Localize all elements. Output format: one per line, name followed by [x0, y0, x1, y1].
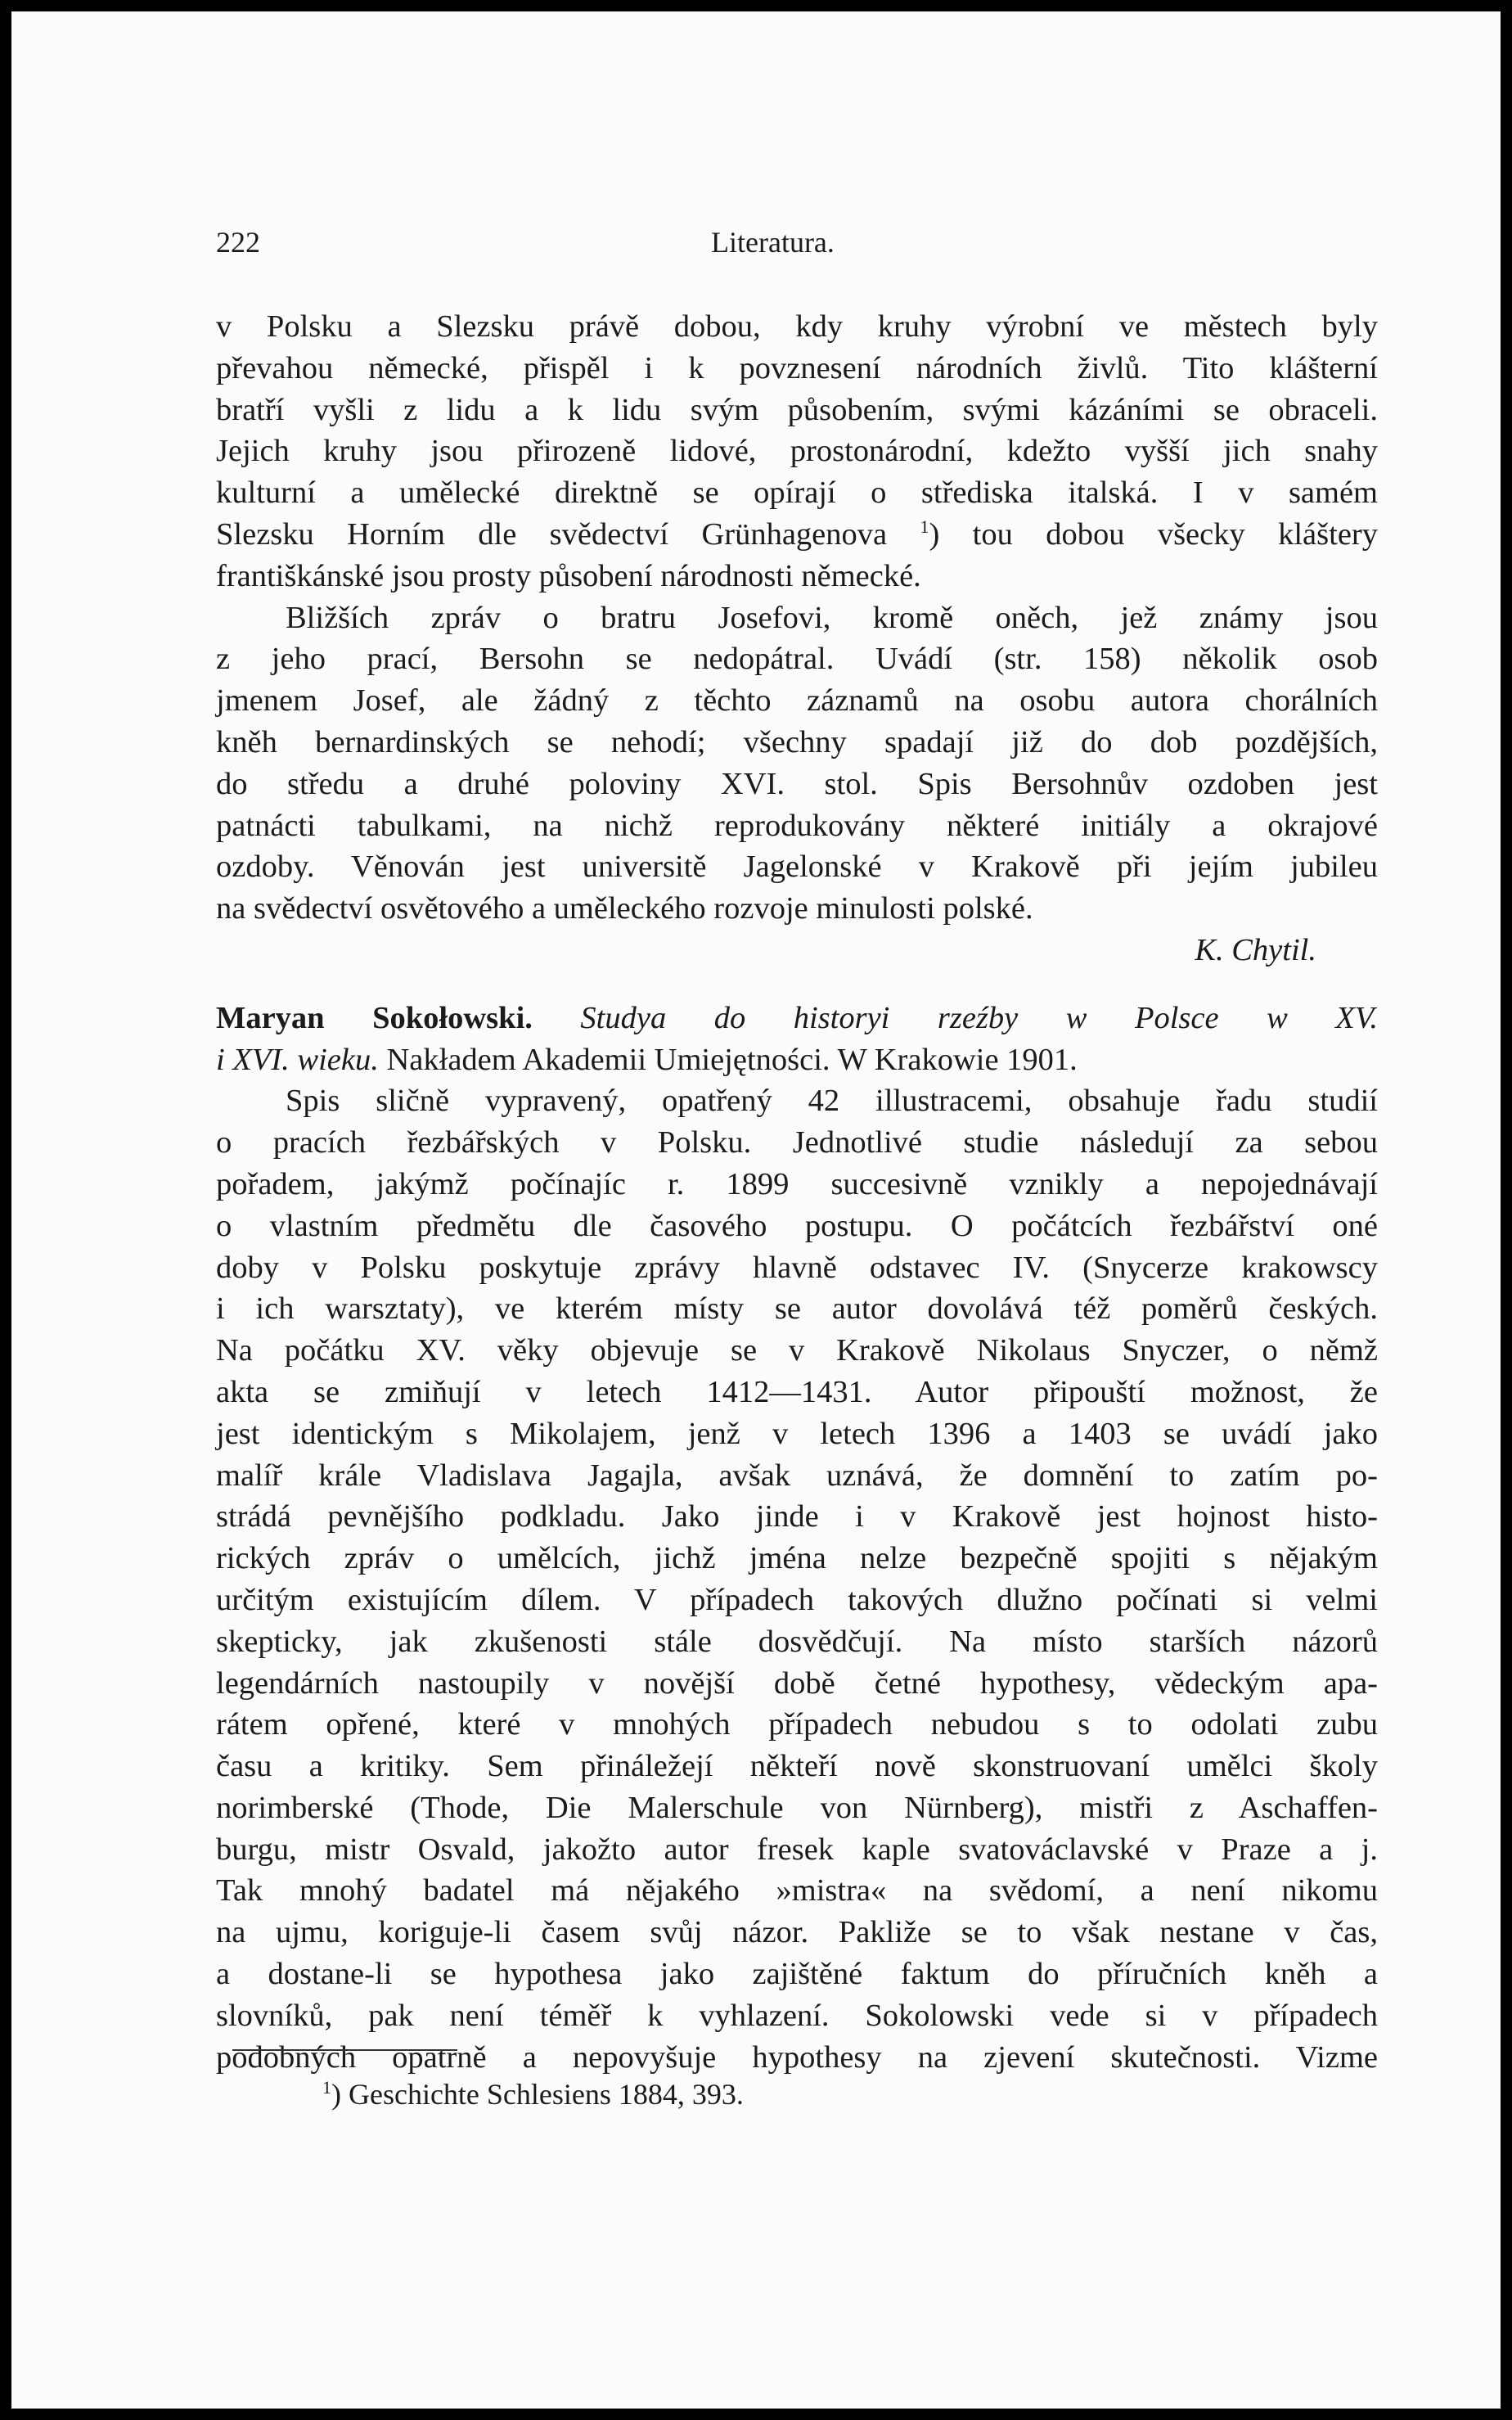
- footnote: [322, 2074, 744, 2115]
- section-gap: [216, 971, 1378, 998]
- text-line: Na počátku XV. věky objevuje se v Krakově Nikolaus Snyczer, o němž: [216, 1333, 1378, 1368]
- body-text: [216, 306, 1378, 2078]
- text-line: burgu, mistr Osvald, jakožto autor fresek kaple svatováclavské v Praze a j.: [216, 1832, 1378, 1867]
- text-line: podobných opatrně a nepovyšuje hypothesy na zjevení skutečnosti. Vizme: [216, 2039, 1378, 2075]
- text-line: rátem opřené, které v mnohých případech nebudou s to odolati zubu: [216, 1707, 1378, 1742]
- text-line: bratří vyšli z lidu a k lidu svým působením, svými kázáními se obraceli.: [216, 392, 1378, 427]
- text-line: na svědectví osvětového a uměleckého rozvoje minulosti polské.: [216, 891, 1033, 926]
- text-line: doby v Polsku poskytuje zprávy hlavně odstavec IV. (Snycerze krakowscy: [216, 1250, 1378, 1285]
- text-line-with-footnote-ref: [216, 514, 1378, 556]
- text-fragment: ) tou dobou všecky kláštery: [929, 516, 1378, 552]
- text-line: norimberské (Thode, Die Malerschule von Nürnberg), mistři z Aschaffen-: [216, 1790, 1378, 1825]
- text-line: o pracích řezbářských v Polsku. Jednotlivé studie následují za sebou: [216, 1125, 1378, 1160]
- page-number: 222: [216, 226, 260, 259]
- footnote-text: ) Geschichte Schlesiens 1884, 393.: [331, 2078, 744, 2111]
- text-line: Tak mnohý badatel má nějakého »mistra« na svědomí, a není nikomu: [216, 1873, 1378, 1909]
- text-line: určitým existujícím dílem. V případech takových dlužno počínati si velmi: [216, 1582, 1378, 1617]
- text-line: jest identickým s Mikolajem, jenž v letech 1396 a 1403 se uvádí jako: [216, 1416, 1378, 1451]
- text-line: kulturní a umělecké direktně se opírají o střediska italská. I v samém: [216, 475, 1378, 511]
- text-line: o vlastním předmětu dle časového postupu. O počátcích řezbářství oné: [216, 1208, 1378, 1243]
- text-line: strádá pevnějšího podkladu. Jako jinde i v Krakově jest hojnost histo-: [216, 1499, 1378, 1534]
- text-line: františkánské jsou prosty působení národnosti německé.: [216, 558, 921, 593]
- text-line: do středu a druhé poloviny XVI. stol. Spis Bersohnův ozdoben jest: [216, 766, 1378, 801]
- text-line: na ujmu, koriguje-li časem svůj názor. Pakliže se to však nestane v čas,: [216, 1915, 1378, 1950]
- text-line: pořadem, jakýmž počínajíc r. 1899 succesivně vznikly a nepojednávají: [216, 1166, 1378, 1201]
- text-line: Bližších zpráv o bratru Josefovi, kromě oněch, jež známy jsou: [286, 600, 1378, 635]
- text-fragment: Slezsku Horním dle svědectví Grünhagenova: [216, 516, 888, 552]
- citation-line: [216, 998, 1378, 1039]
- text-line: času a kritiky. Sem přináležejí někteří nově skonstruovaní umělci školy: [216, 1749, 1378, 1784]
- document-page: [11, 11, 1501, 2409]
- text-line: ozdoby. Věnován jest universitě Jagelonské v Krakově při jejím jubileu: [216, 849, 1378, 885]
- footnote-marker: 1: [322, 2077, 331, 2098]
- book-title-continued: i XVI. wieku.: [216, 1042, 379, 1077]
- review-author: Maryan Sokołowski.: [216, 1000, 533, 1035]
- footnote-rule: [232, 2049, 457, 2051]
- publisher-info: Nakładem Akademii Umiejętności. W Krakowie 1901.: [386, 1042, 1078, 1077]
- text-line: malíř krále Vladislava Jagajla, avšak uznává, že domnění to zatím po-: [216, 1458, 1378, 1493]
- text-line: skepticky, jak zkušenosti stále dosvědčují. Na místo starších názorů: [216, 1624, 1378, 1659]
- text-line: i ich warsztaty), ve kterém místy se autor dovolává též poměrů českých.: [216, 1291, 1378, 1327]
- text-line: jmenem Josef, ale žádný z těchto záznamů na osobu autora chorálních: [216, 683, 1378, 719]
- text-line: a dostane-li se hypothesa jako zajištěné faktum do příručních kněh a: [216, 1957, 1378, 1992]
- running-header: [216, 226, 1378, 259]
- text-line: Spis sličně vypravený, opatřený 42 illustracemi, obsahuje řadu studií: [286, 1084, 1378, 1119]
- text-line: v Polsku a Slezsku právě dobou, kdy kruhy výrobní ve městech byly: [216, 309, 1378, 344]
- text-line: patnácti tabulkami, na nichž reprodukovány některé initiály a okrajové: [216, 808, 1378, 843]
- text-line: Jejich kruhy jsou přirozeně lidové, prostonárodní, kdežto vyšší jich snahy: [216, 434, 1378, 469]
- text-line: kněh bernardinských se nehodí; všechny spadají již do dob pozdějších,: [216, 724, 1378, 759]
- citation-line: [216, 1039, 1378, 1081]
- text-line: převahou německé, přispěl i k povznesení národních živlů. Tito klášterní: [216, 350, 1378, 385]
- text-line: rických zpráv o umělcích, jichž jména nelze bezpečně spojiti s nějakým: [216, 1541, 1378, 1576]
- text-line: akta se zmiňují v letech 1412—1431. Autor připouští možnost, že: [216, 1374, 1378, 1409]
- text-line: z jeho prací, Bersohn se nedopátral. Uvádí (str. 158) několik osob: [216, 642, 1378, 677]
- text-line: legendárních nastoupily v novější době četné hypothesy, vědeckým apa-: [216, 1665, 1378, 1701]
- review-signature: K. Chytil.: [1195, 932, 1316, 967]
- book-title: Studya do historyi rzeźby w Polsce w XV.: [580, 1000, 1378, 1035]
- footnote-ref: 1: [920, 516, 929, 538]
- text-line: slovníků, pak není téměř k vyhlazení. Sokolowski vede si v případech: [216, 1998, 1378, 2033]
- running-title: Literatura.: [711, 226, 835, 259]
